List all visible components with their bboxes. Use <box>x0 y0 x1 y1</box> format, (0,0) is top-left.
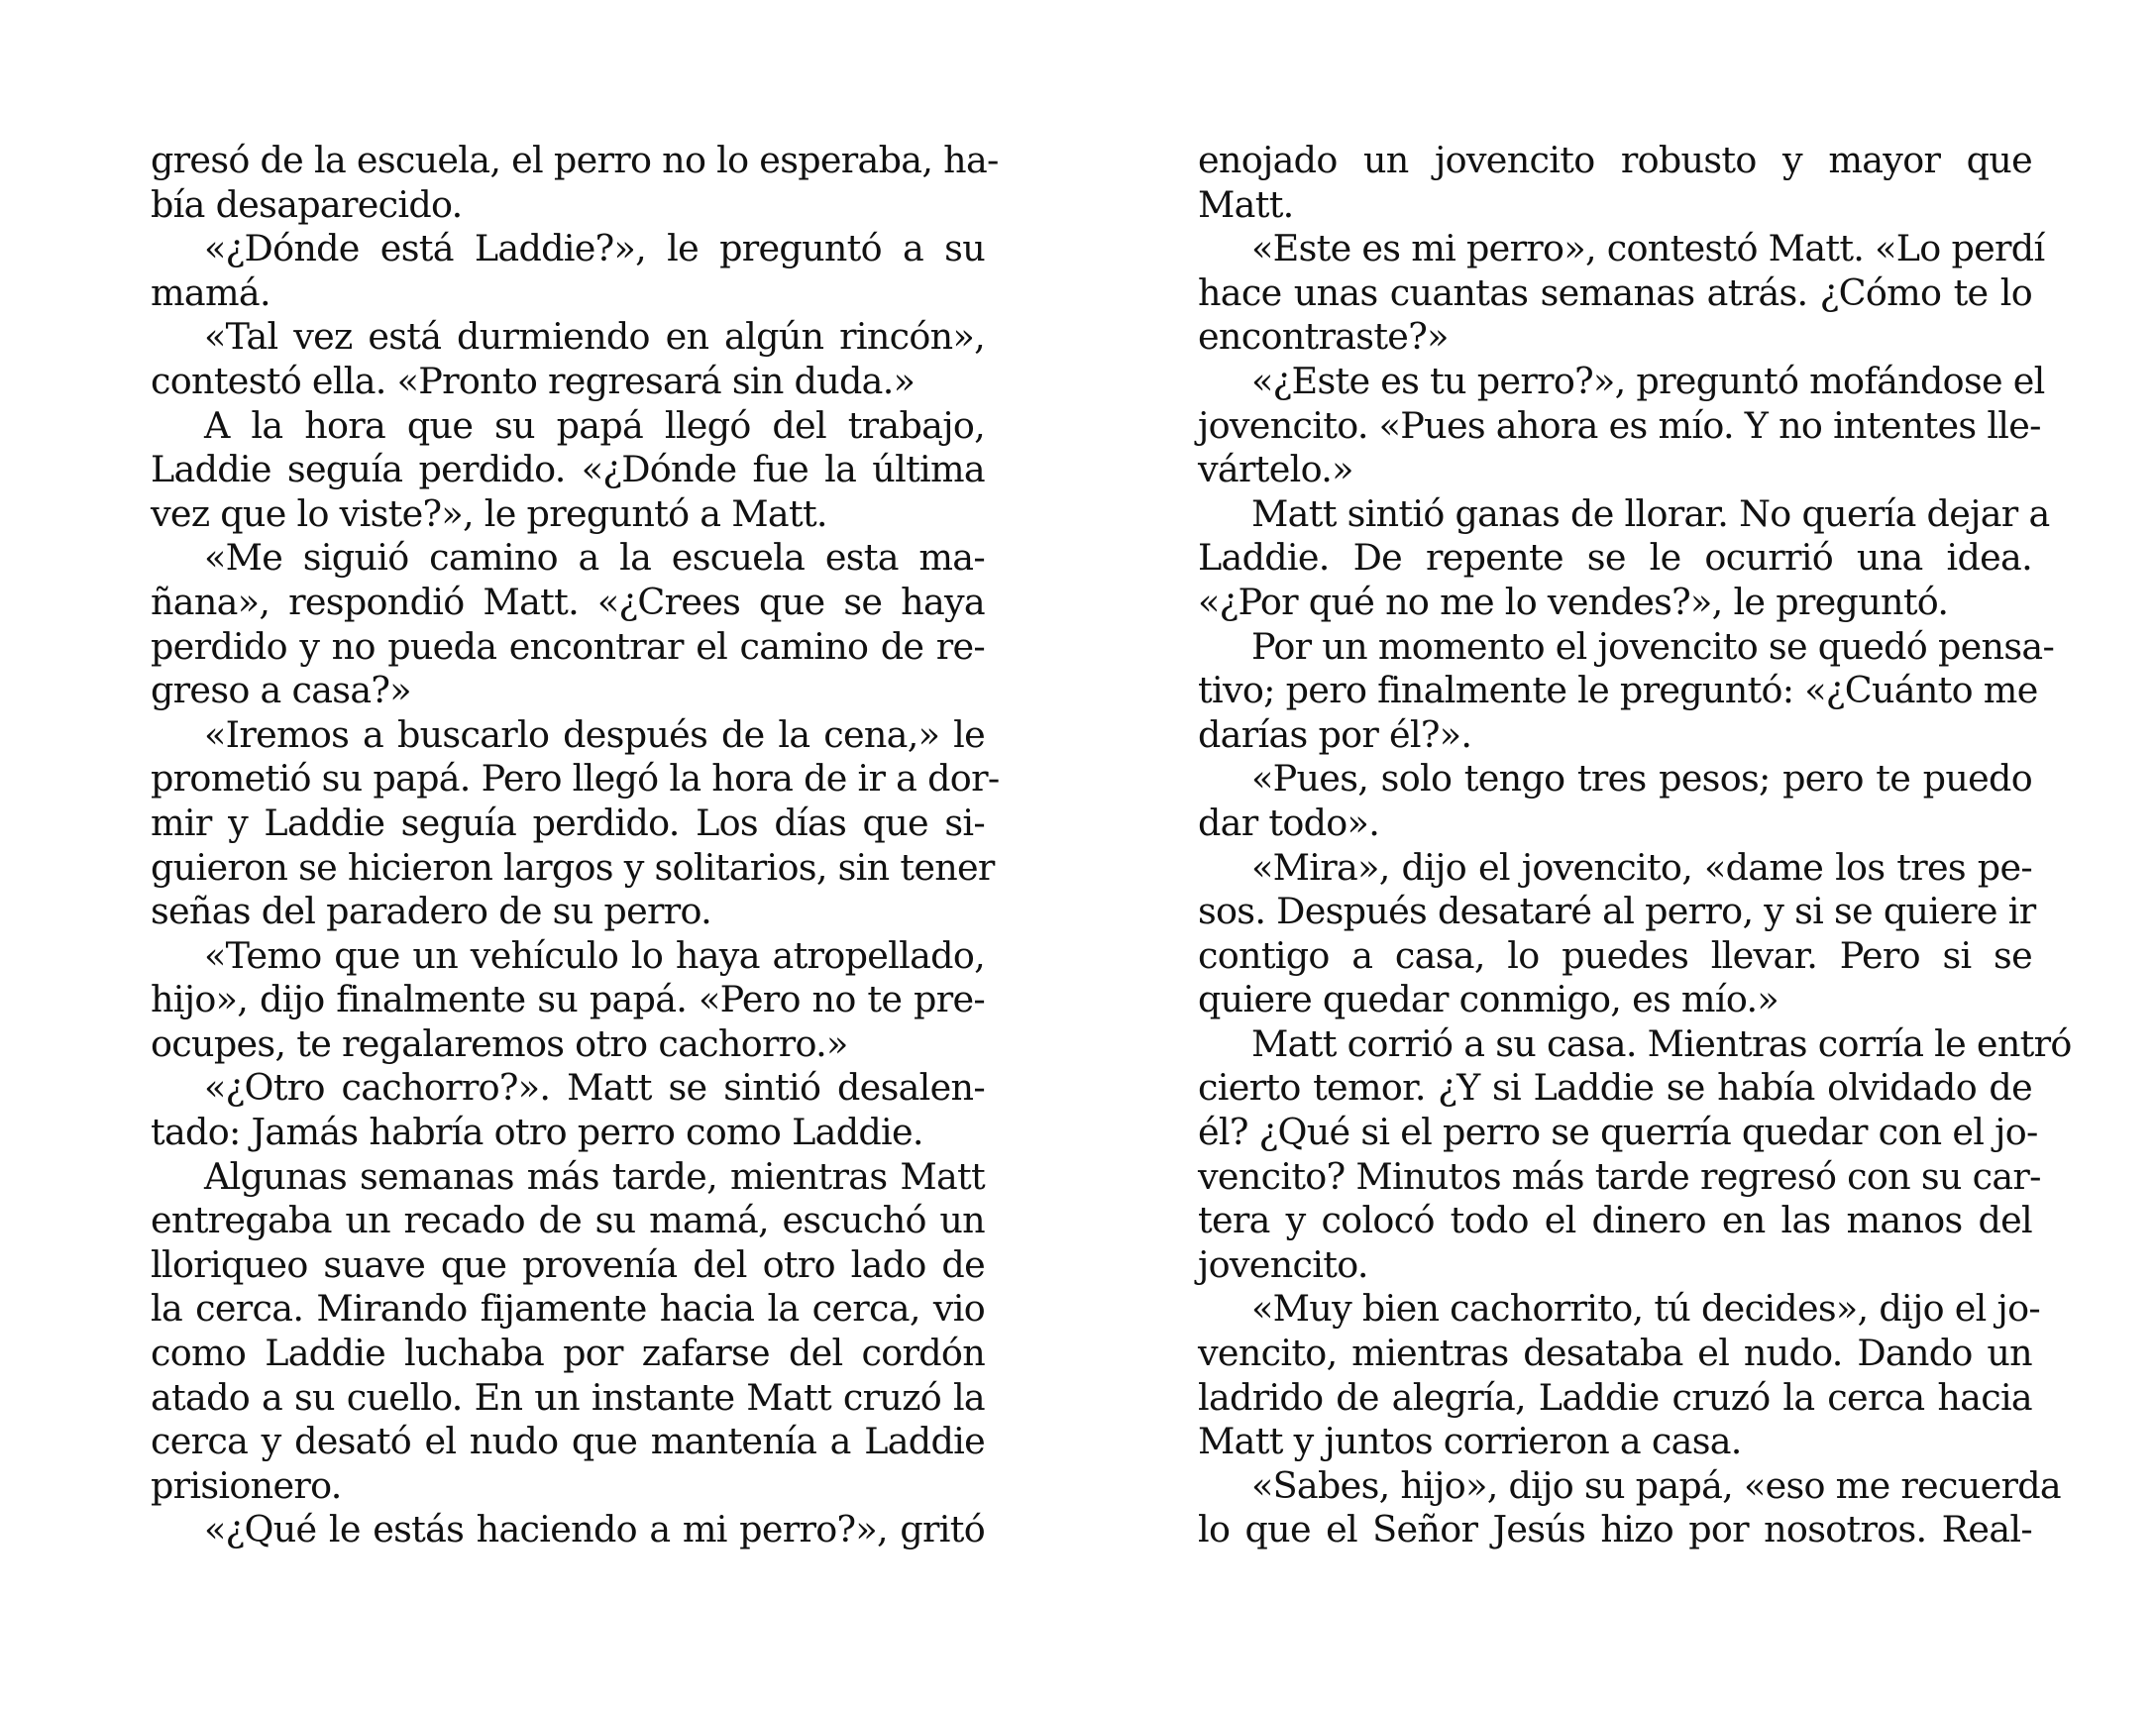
text-line: hijo», dijo finalmente su papá. «Pero no te pre- <box>151 978 985 1021</box>
text-line: encontraste?» <box>1198 315 1449 359</box>
text-line: dar todo». <box>1198 801 1380 844</box>
text-line: bía desaparecido. <box>151 182 463 226</box>
text-line: ñana», respondió Matt. «¿Crees que se haya <box>151 580 985 623</box>
text-line: «¿Qué le estás haciendo a mi perro?», gritó <box>204 1508 985 1551</box>
text-line: «Sabes, hijo», dijo su papá, «eso me recuerda <box>1251 1463 2061 1507</box>
text-line: tera y colocó todo el dinero en las manos del <box>1198 1199 2032 1242</box>
text-line: Laddie. De repente se le ocurrió una idea. <box>1198 536 2032 580</box>
text-line: entregaba un recado de su mamá, escuchó un <box>151 1199 985 1242</box>
text-line: cerca y desató el nudo que mantenía a Laddie <box>151 1420 985 1463</box>
text-line: Algunas semanas más tarde, mientras Matt <box>204 1154 985 1198</box>
left-page-text <box>151 139 1000 1552</box>
text-line: sos. Después desataré al perro, y si se quiere ir <box>1198 890 2036 933</box>
text-line: Laddie seguía perdido. «¿Dónde fue la última <box>151 448 985 491</box>
text-line: «¿Por qué no me lo vendes?», le preguntó. <box>1198 580 1949 623</box>
text-line: Matt corrió a su casa. Mientras corría le entró <box>1251 1021 2072 1065</box>
text-line: ladrido de alegría, Laddie cruzó la cerca hacia <box>1198 1375 2032 1419</box>
text-line: mamá. <box>151 270 270 314</box>
text-line: «¿Este es tu perro?», preguntó mofándose el <box>1251 359 2045 402</box>
text-line: contestó ella. «Pronto regresará sin duda.» <box>151 359 916 402</box>
text-line: greso a casa?» <box>151 669 411 712</box>
text-line: prisionero. <box>151 1463 342 1507</box>
text-line: «Iremos a buscarlo después de la cena,» le <box>204 712 985 756</box>
text-line: Matt y juntos corrieron a casa. <box>1198 1420 1742 1463</box>
text-line: quiere quedar conmigo, es mío.» <box>1198 978 1779 1021</box>
right-page-text <box>1198 139 2072 1552</box>
text-line: prometió su papá. Pero llegó la hora de ir a dor- <box>151 757 1000 801</box>
text-line: Matt. <box>1198 182 1294 226</box>
text-line: atado a su cuello. En un instante Matt cruzó la <box>151 1375 985 1419</box>
text-line: «Temo que un vehículo lo haya atropellado, <box>204 933 985 977</box>
text-line: vencito, mientras desataba el nudo. Dando un <box>1198 1332 2032 1375</box>
text-line: como Laddie luchaba por zafarse del cordón <box>151 1332 985 1375</box>
text-line: «Pues, solo tengo tres pesos; pero te puedo <box>1251 757 2032 801</box>
text-line: perdido y no pueda encontrar el camino de re- <box>151 624 985 668</box>
text-line: hace unas cuantas semanas atrás. ¿Cómo te lo <box>1198 270 2032 314</box>
text-line: jovencito. «Pues ahora es mío. Y no intentes lle- <box>1198 403 2041 447</box>
text-line: lloriqueo suave que provenía del otro lado de <box>151 1242 985 1286</box>
text-line: «Muy bien cachorrito, tú decides», dijo el jo- <box>1251 1287 2041 1331</box>
text-line: lo que el Señor Jesús hizo por nosotros. Real- <box>1198 1508 2032 1551</box>
text-line: «Mira», dijo el jovencito, «dame los tres pe- <box>1251 845 2032 889</box>
text-line: gresó de la escuela, el perro no lo esperaba, ha- <box>151 139 999 181</box>
text-line: tivo; pero finalmente le preguntó: «¿Cuánto me <box>1198 669 2038 712</box>
text-line: jovencito. <box>1198 1242 1368 1286</box>
text-line: Matt sintió ganas de llorar. No quería dejar a <box>1251 491 2050 535</box>
text-line: «¿Otro cachorro?». Matt se sintió desalen- <box>204 1066 985 1110</box>
text-line: mir y Laddie seguía perdido. Los días que si- <box>151 801 985 844</box>
text-line: «Este es mi perro», contestó Matt. «Lo perdí <box>1251 227 2045 270</box>
text-line: darías por él?». <box>1198 712 1472 756</box>
text-line: enojado un jovencito robusto y mayor que <box>1198 139 2032 181</box>
text-line: él? ¿Qué si el perro se querría quedar con el jo- <box>1198 1111 2038 1154</box>
text-line: ocupes, te regalaremos otro cachorro.» <box>151 1021 848 1065</box>
text-line: tado: Jamás habría otro perro como Laddie. <box>151 1111 923 1154</box>
text-line: guieron se hicieron largos y solitarios, sin tener <box>151 845 995 889</box>
text-line: «Me siguió camino a la escuela esta ma- <box>204 536 985 580</box>
text-line: A la hora que su papá llegó del trabajo, <box>204 403 985 447</box>
text-line: señas del paradero de su perro. <box>151 890 712 933</box>
text-line: la cerca. Mirando fijamente hacia la cerca, vio <box>151 1287 985 1331</box>
text-line: vártelo.» <box>1198 448 1353 491</box>
text-line: «Tal vez está durmiendo en algún rincón», <box>204 315 985 359</box>
text-line: contigo a casa, lo puedes llevar. Pero si se <box>1198 933 2032 977</box>
text-line: cierto temor. ¿Y si Laddie se había olvidado de <box>1198 1066 2032 1110</box>
text-line: «¿Dónde está Laddie?», le preguntó a su <box>204 227 985 270</box>
text-line: vez que lo viste?», le preguntó a Matt. <box>151 491 827 535</box>
text-line: Por un momento el jovencito se quedó pensa- <box>1251 624 2055 668</box>
text-line: vencito? Minutos más tarde regresó con su car- <box>1198 1154 2041 1198</box>
